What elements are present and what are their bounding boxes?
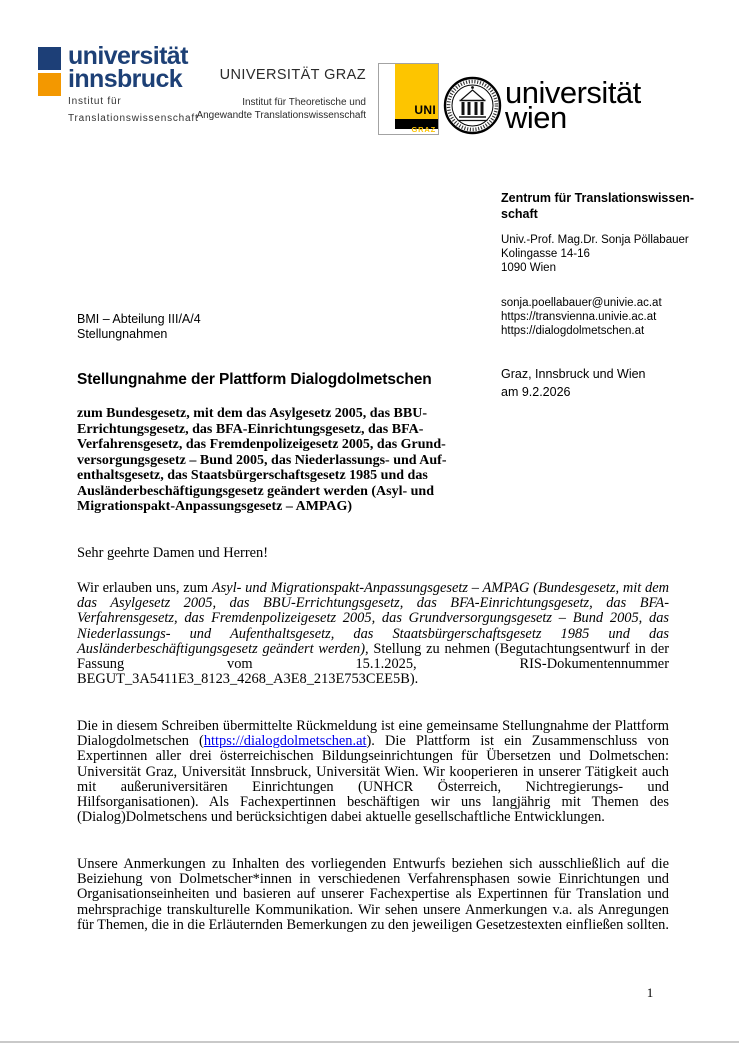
p1-law-title-italic: Asyl- und Migrationspakt-Anpassungsgesetz – AMPAG (Bundesgesetz, mit dem das Asylgesetz 2005, das BBU-Errichtungsgesetz, das BFA-Einrichtungsgesetz, das BFA-Verfahrensgesetz, das Fremdenpolizeigesetz 2005, das Grundversorgungsgesetz – Bund 2005, das Niederlassungs- und Aufenthaltsgesetz, das Staatsbürgerschaftsgesetz 1985 und das Ausländerbeschäftigungsgesetz geändert werden) bbox=[77, 580, 669, 657]
p1-intro: Wir erlauben uns, zum bbox=[77, 580, 212, 596]
uni-graz-emblem-icon: UNI GRAZ bbox=[378, 63, 439, 135]
subject-block bbox=[77, 406, 517, 515]
contact-website-transvienna: https://transvienna.univie.ac.at bbox=[501, 311, 657, 323]
salutation: Sehr geehrte Damen und Herren! bbox=[77, 545, 268, 561]
recipient-unit: Stellungnahmen bbox=[77, 326, 168, 341]
subject-line: Ausländerbeschäftigungsgesetz geändert werden (Asyl- und bbox=[77, 483, 434, 499]
recipient-department: BMI – Abteilung III/A/4 bbox=[77, 312, 201, 326]
contact-links bbox=[501, 296, 721, 338]
document-title: Stellungnahme der Plattform Dialogdolmetschen bbox=[77, 371, 432, 388]
dateline-place: Graz, Innsbruck und Wien bbox=[501, 367, 646, 381]
innsbruck-orange-square-icon bbox=[38, 73, 61, 96]
subject-line: Migrationspakt-Anpassungsgesetz – AMPAG) bbox=[77, 499, 353, 514]
subject-line: enthaltsgesetz, das Staatsbürgerschaftsgesetz 1985 und das bbox=[77, 468, 428, 483]
subject-line: Verfahrensgesetz, das Fremdenpolizeigesetz 2005, das Grund- bbox=[77, 437, 446, 452]
contact-street: Kolingasse 14-16 bbox=[501, 248, 590, 260]
contact-email: sonja.poellabauer@univie.ac.at bbox=[501, 297, 662, 309]
subject-line: zum Bundesgesetz, mit dem das Asylgesetz 2005, das BBU- bbox=[77, 406, 427, 421]
innsbruck-wordmark: universität innsbruck bbox=[68, 42, 188, 93]
subject-line: versorgungsgesetz – Bund 2005, das Niederlassungs- und Auf- bbox=[77, 452, 447, 468]
paragraph-scope-remarks: Unsere Anmerkungen zu Inhalten des vorliegenden Entwurfs beziehen sich ausschließlich auf die Beiziehung von Dolmetscher*innen in verschiedenen Verfahrensphasen sowie Einrichtungen und Organisationseinheiten und basieren auf unserer Fachexpertise als Expertinnen für Translation und mehrsprachige transkulturelle Kommunikation. Wir sehen unsere Anmerkungen v.a. als Anregungen für Themen, die in die Erläuternden Bemerkungen zu den jeweiligen Gesetzestexten einfließen sollten. bbox=[77, 856, 669, 933]
contact-center-name: Zentrum für Translationswissen- schaft bbox=[501, 191, 695, 221]
graz-wordmark: UNIVERSITÄT GRAZ bbox=[219, 67, 366, 83]
page-number: 1 bbox=[646, 985, 654, 1000]
contact-address bbox=[501, 233, 721, 275]
contact-website-dialogdolmetschen: https://dialogdolmetschen.at bbox=[501, 325, 645, 337]
contact-person: Univ.-Prof. Mag.Dr. Sonja Pöllabauer bbox=[501, 234, 689, 246]
graz-institute-label: Institut für Theoretische und Angewandte Translationswissenschaft bbox=[196, 97, 366, 121]
p2-before-link: Die in diesem Schreiben übermittelte Rückmeldung ist eine gemeinsame Stellungnahme der Plattform Dialogdolmetschen ( bbox=[77, 718, 669, 750]
paragraph-platform-description bbox=[77, 719, 669, 825]
dateline bbox=[501, 366, 721, 401]
contact-city: 1090 Wien bbox=[501, 262, 556, 274]
dateline-date: am 9.2.2026 bbox=[501, 384, 571, 399]
recipient-block bbox=[77, 312, 201, 341]
paragraph-legal-reference bbox=[77, 581, 669, 687]
uni-wien-seal-icon bbox=[443, 76, 502, 135]
wien-wordmark: universität wien bbox=[505, 75, 641, 135]
innsbruck-institute-label: Institut für Translationswissenschaft bbox=[68, 96, 199, 124]
p2-after-link: ). Die Plattform ist ein Zusammenschluss von Expertinnen aller drei österreichischen Bildungseinrichtungen für Übersetzen und Dolmetschen: Universität Graz, Universität Innsbruck, Universität Wien. Wir kooperieren in unserer Tätigkeit auch mit außeruniversitären Einrichtungen (UNHCR Österreich, Nichtregierungs- und Hilfsorganisationen). Als Fachexpertinnen beschäftigen wir uns langjährig mit Themen des (Dialog)Dolmetschens und berücksichtigen dabei aktuelle gesellschaftliche Entwicklungen. bbox=[77, 733, 669, 826]
subject-line: Errichtungsgesetz, das BFA-Einrichtungsgesetz, das BFA- bbox=[77, 421, 424, 437]
p1-rest: , Stellung zu nehmen (Begutachtungsentwurf in der Fassung vom 15.1.2025, RIS-Dokumentennummer BEGUT_3A5411E3_8123_4268_A3E8_213E753CEE5B). bbox=[77, 640, 669, 688]
dialogdolmetschen-link[interactable]: https://dialogdolmetschen.at bbox=[203, 733, 367, 750]
page-bottom-rule bbox=[0, 1041, 739, 1043]
innsbruck-blue-square-icon bbox=[38, 47, 61, 70]
